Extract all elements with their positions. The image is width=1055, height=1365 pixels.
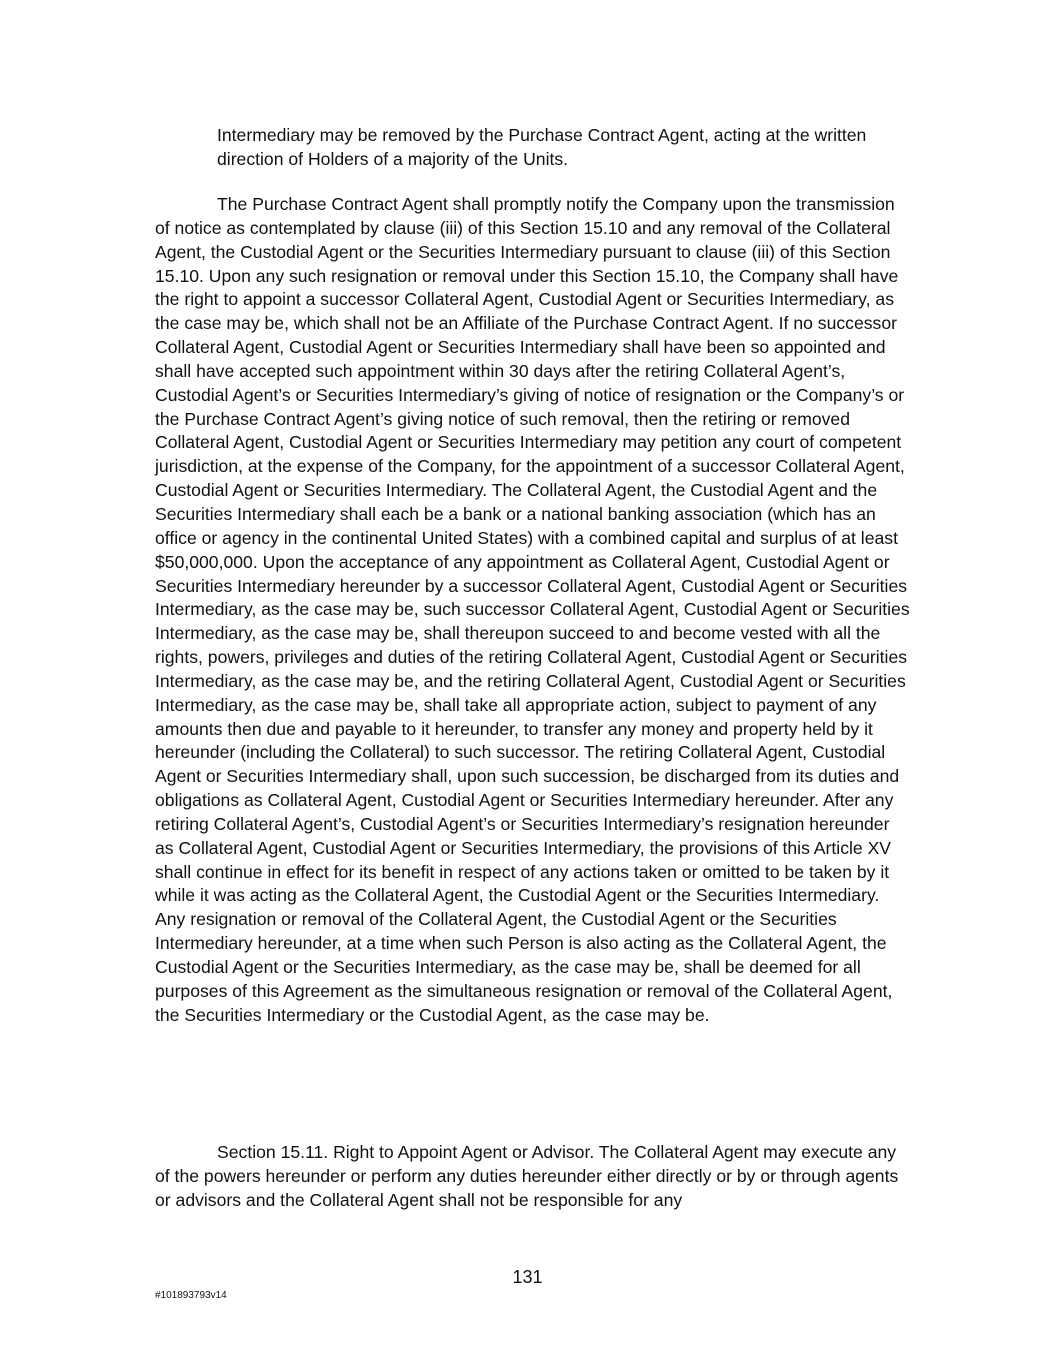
main-paragraph: The Purchase Contract Agent shall promptly notify the Company upon the transmission of notice as contemplated by clause (iii) of this Section 15.10 and any removal of the Collateral Agent, the Custodial Agent or the Securities Intermediary pursuant to clause (iii) of this Section 15.10. Upon any such resignation or removal under this Section 15.10, the Company shall have the right to appoint a successor Collateral Agent, Custodial Agent or Securities Intermediary, as the case may be, which shall not be an Affiliate of the Purchase Contract Agent. If no successor Collateral Agent, Custodial Agent or Securities Intermediary shall have been so appointed and shall have accepted such appointment within 30 days after the retiring Collateral Agent’s, Custodial Agent’s or Securities Intermediary’s giving of notice of resignation or the Company’s or the Purchase Contract Agent’s giving notice of such removal, then the retiring or removed Collateral Agent, Custodial Agent or Securities Intermediary may petition any court of competent jurisdiction, at the expense of the Company, for the appointment of a successor Collateral Agent, Custodial Agent or Securities Intermediary. The Collateral Agent, the Custodial Agent and the Securities Intermediary shall each be a bank or a national banking association (which has an office or agency in the continental United States) with a combined capital and surplus of at least $50,000,000. Upon the acceptance of any appointment as Collateral Agent, Custodial Agent or Securities Intermediary hereunder by a successor Collateral Agent, Custodial Agent or Securities Intermediary, as the case may be, such successor Collateral Agent, Custodial Agent or Securities Intermediary, as the case may be, shall thereupon succeed to and become vested with all the rights, powers, privileges and duties of the retiring Collateral Agent, Custodial Agent or Securities Intermediary, as the case may be, and the retiring Collateral Agent, Custodial Agent or Securities Intermediary, as the case may be, shall take all appropriate action, subject to payment of any amounts then due and payable to it hereunder, to transfer any money and property held by it hereunder (including the Collateral) to such successor. The retiring Collateral Agent, Custodial Agent or Securities Intermediary shall, upon such succession, be discharged from its duties and obligations as Collateral Agent, Custodial Agent or Securities Intermediary hereunder. After any retiring Collateral Agent’s, Custodial Agent’s or Securities Intermediary’s resignation hereunder as Collateral Agent, Custodial Agent or Securities Intermediary, the provisions of this Article XV shall continue in effect for its benefit in respect of any actions taken or omitted to be taken by it while it was acting as the Collateral Agent, the Custodial Agent or the Securities Intermediary. Any resignation or removal of the Collateral Agent, the Custodial Agent or the Securities Intermediary hereunder, at a time when such Person is also acting as the Collateral Agent, the Custodial Agent or the Securities Intermediary, as the case may be, shall be deemed for all purposes of this Agreement as the simultaneous resignation or removal of the Collateral Agent, the Securities Intermediary or the Custodial Agent, as the case may be.	[155, 194, 910, 1025]
document-id: #101893793v14	[155, 1290, 227, 1301]
page-number: 131	[512, 1267, 543, 1287]
section-15-11-paragraph: Section 15.11. Right to Appoint Agent or Advisor. The Collateral Agent may execute any of the powers hereunder or perform any duties hereunder either directly or by or through agents or advisors and the Collateral Agent shall not be responsible for any	[155, 1142, 899, 1210]
continuation-paragraph: Intermediary may be removed by the Purchase Contract Agent, acting at the written direction of Holders of a majority of the Units.	[217, 125, 867, 169]
